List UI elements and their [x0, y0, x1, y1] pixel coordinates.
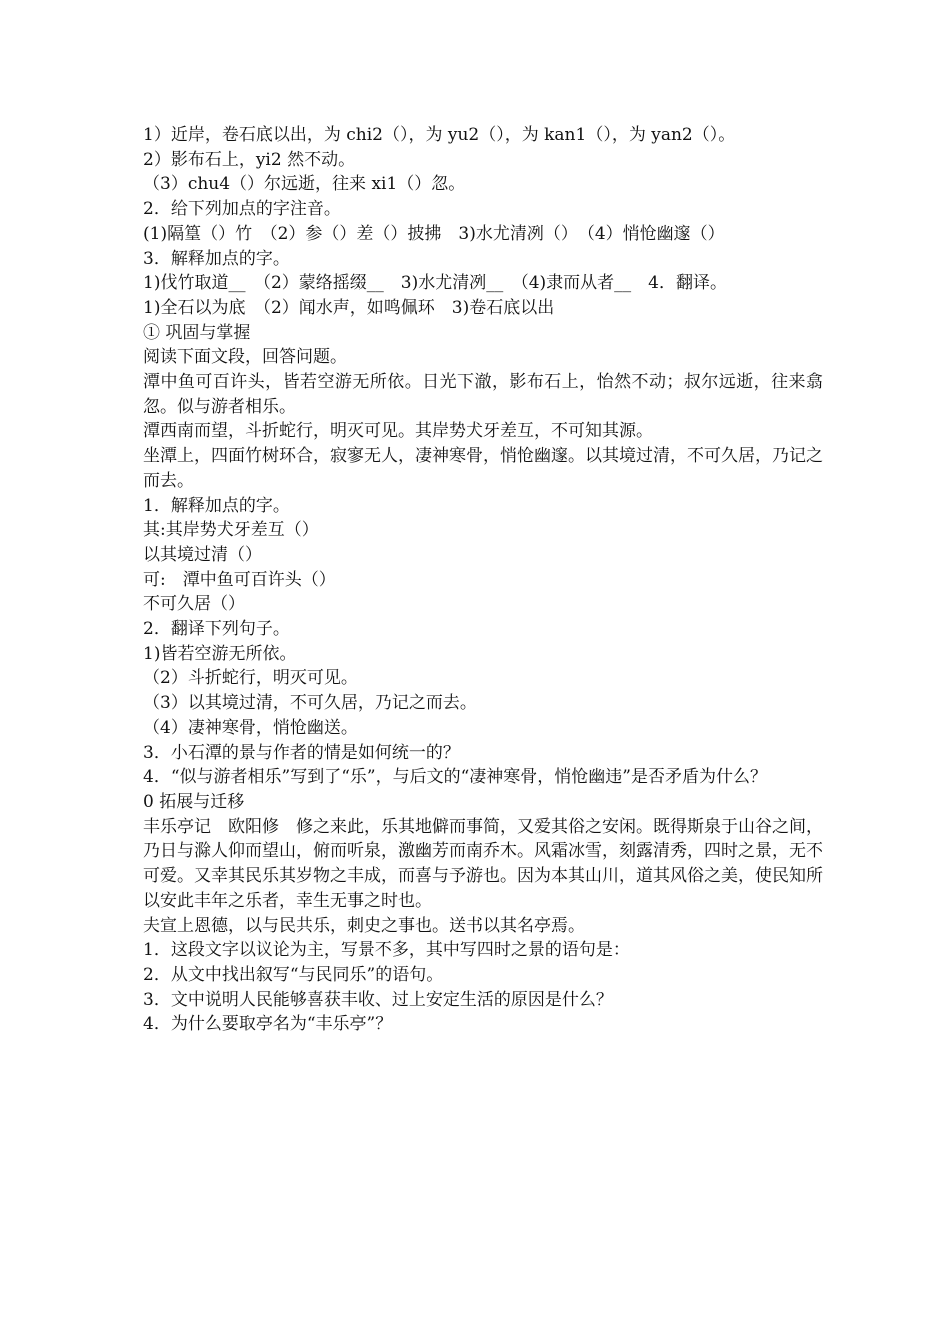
section-heading: ① 巩固与掌握	[143, 322, 251, 343]
reading-paragraph: 丰乐亭记 欧阳修 修之来此，乐其地僻而事简，又爱其俗之安闲。既得斯泉于山谷之间，乃日与滁人仰而望山，俯而听泉，激幽芳而南乔木。风霜冰雪，刻露清秀，四时之景，无不可爱。又幸其民乐其岁物之丰成，而喜与予游也。因为本其山川，道其风俗之美，使民知所以安此丰年之乐者，幸生无事之时也。	[143, 816, 823, 911]
question-line: 1)皆若空游无所依。	[143, 643, 297, 664]
question-heading: 3．文中说明人民能够喜获丰收、过上安定生活的原因是什么？	[143, 989, 613, 1010]
question-line: （3）chu4（）尔远逝，往来 xi1（）忽。	[143, 174, 466, 195]
question-heading: 1．解释加点的字。	[143, 495, 290, 516]
question-line: 可: 潭中鱼可百许头（）	[143, 569, 336, 590]
question-line: 1）近岸，卷石底以出，为 chi2（），为 yu2（），为 kan1（），为 yan2（）。	[143, 125, 736, 145]
question-heading: 4．为什么要取亭名为“丰乐亭”？	[143, 1014, 393, 1035]
reading-paragraph: 潭中鱼可百许头，皆若空游无所依。日光下澈，影布石上，怡然不动；叔尔远逝，往来翕忽。似与游者相乐。	[143, 372, 823, 417]
question-heading: 3．解释加点的字。	[143, 248, 290, 269]
question-line: 1)伐竹取道__ （2）蒙络摇缀__ 3)水尤清冽__ （4)隶而从者__ 4．翻译。	[143, 273, 727, 294]
question-line: (1)隔篁（）竹 （2）参（）差（）披拂 3)水尤清冽（） （4）悄怆幽邃（）	[143, 223, 725, 244]
question-heading: 2．给下列加点的字注音。	[143, 199, 341, 220]
question-heading: 1．这段文字以议论为主，写景不多，其中写四时之景的语句是：	[143, 940, 630, 961]
worksheet-body	[143, 123, 823, 1037]
question-line: （4）凄神寒骨，悄怆幽送。	[143, 717, 358, 738]
question-line: （3）以其境过清，不可久居，乃记之而去。	[143, 693, 477, 714]
question-heading: 4．“似与游者相乐”写到了“乐”，与后文的“凄神寒骨，悄怆幽违”是否矛盾为什么？	[143, 767, 767, 788]
reading-paragraph: 夫宣上恩德，以与民共乐，刺史之事也。送书以其名亭焉。	[143, 915, 585, 936]
question-heading: 2．翻译下列句子。	[143, 619, 290, 640]
question-line: 以其境过清（）	[143, 544, 262, 565]
question-line: 其:其岸势犬牙差互（）	[143, 520, 319, 541]
question-line: 不可久居（）	[143, 594, 245, 615]
section-heading: 0 拓展与迁移	[143, 791, 245, 812]
question-line: 1)全石以为底 （2）闻水声，如鸣佩环 3)卷石底以出	[143, 297, 555, 318]
question-line: （2）斗折蛇行，明灭可见。	[143, 668, 358, 689]
instruction-line: 阅读下面文段，回答问题。	[143, 347, 347, 368]
question-heading: 2．从文中找出叙写“与民同乐”的语句。	[143, 964, 444, 985]
question-heading: 3．小石潭的景与作者的情是如何统一的？	[143, 742, 460, 763]
reading-paragraph: 潭西南而望，斗折蛇行，明灭可见。其岸势犬牙差互，不可知其源。	[143, 421, 653, 442]
question-line: 2）影布石上，yi2 然不动。	[143, 149, 356, 170]
reading-paragraph: 坐潭上，四面竹树环合，寂寥无人，凄神寒骨，悄怆幽邃。以其境过清，不可久居，乃记之而去。	[143, 446, 823, 491]
